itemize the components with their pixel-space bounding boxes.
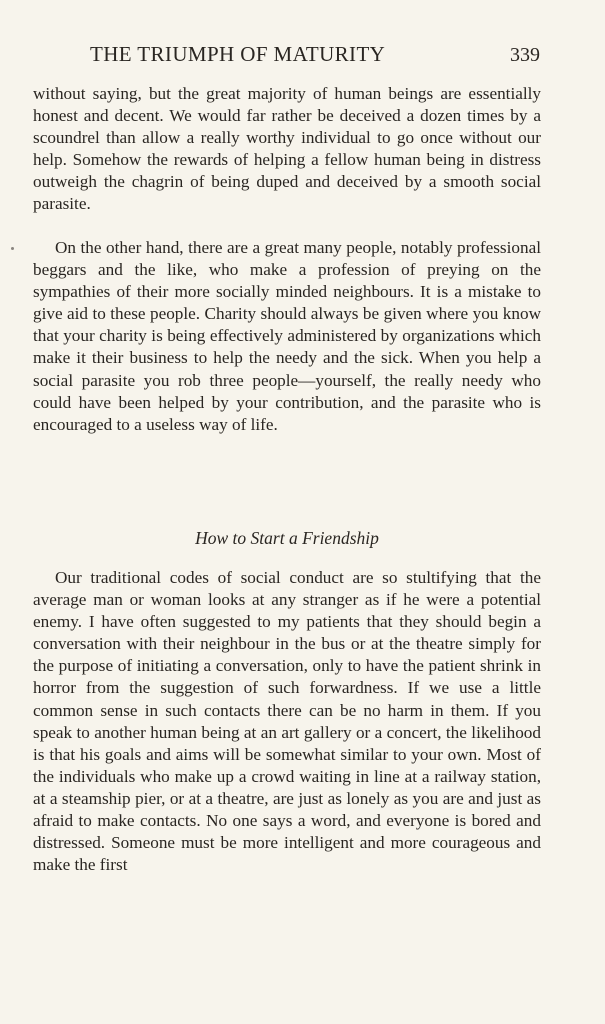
page-header (34, 42, 540, 72)
paragraph-text: without saying, but the great majority of human beings are essentially honest and decent. We would far rather be deceived a dozen times by a scoundrel than allow a really worthy individual to go once without our help. Somehow the rewards of helping a fellow human being in distress outweigh the chagrin of being duped and deceived by a smooth social parasite. (33, 84, 541, 214)
paragraph-2 (33, 237, 541, 436)
running-title: THE TRIUMPH OF MATURITY (90, 42, 386, 66)
paragraph-text: On the other hand, there are a great many people, notably professional beggars and the like, who make a profession of preying on the sympathies of their more socially minded neighbours. It is a mistake to give aid to these people. Charity should always be given where you know that your charity is being effectively administered by organizations which make it their business to help the needy and the sick. When you help a social parasite you rob three people—yourself, the really needy who could have been helped by your contribution, and the parasite who is encouraged to a useless way of life. (33, 238, 541, 434)
paragraph-text: Our traditional codes of social conduct are so stultifying that the average man or woman looks at any stranger as if he were a potential enemy. I have often suggested to my patients that they should begin a conversation with their neighbour in the bus or at the theatre simply for the purpose of initiating a conversation, only to have the patient shrink in horror from the suggestion of such forwardness. If we use a little common sense in such contacts there can be no harm in them. If you speak to another human being at an art gallery or a concert, the likelihood is that his goals and aims will be somewhat similar to your own. Most of the individuals who make up a crowd waiting in line at a railway station, at a steamship pier, or at a theatre, are just as lonely as you are and just as afraid to make contacts. No one says a word, and everyone is bored and distressed. Someone must be more intelligent and more courageous and make the first (33, 568, 541, 875)
paragraph-3 (33, 567, 541, 876)
paragraph-1 (33, 83, 541, 216)
page-number: 339 (510, 44, 540, 66)
section-heading: How to Start a Friendship (195, 528, 379, 548)
margin-mark (11, 247, 14, 250)
